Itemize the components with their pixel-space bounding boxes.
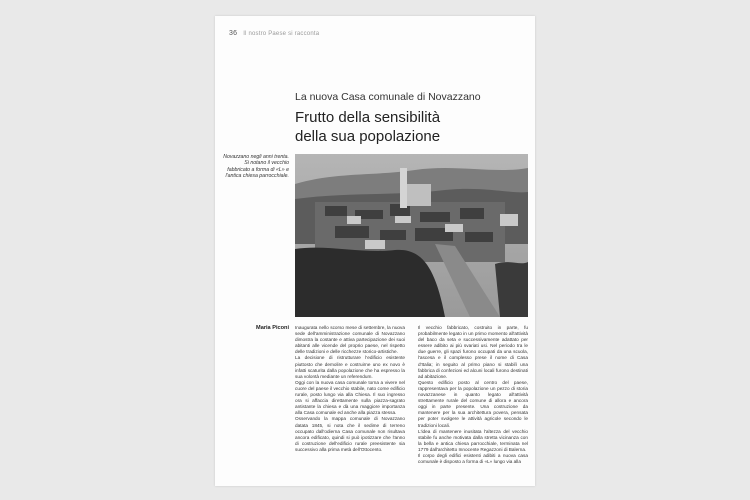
title-line-2: della sua popolazione [295,128,441,145]
paragraph: Osservando la mappa comunale di Novazzano datata 1845, si nota che il sedime di terreno occupato dall'odierna Casa comunale non risultava ancora edificato, quindi si può ipotizzare che l'anno di costruzione dell'edificio rurale preesistente sia successivo alla prima metà dell'Ottocento. [295,416,405,452]
church-nave [407,184,431,206]
article-kicker: La nuova Casa comunale di Novazzano [295,91,481,103]
historic-village-photo [295,154,528,317]
magazine-page [215,16,535,486]
paragraph: Inaugurata nello scorso mese di settembre, la nuova sede dell'amministrazione comunale di Novazzano dimostra la costante e attiva partecipazione dei suoi abitanti alle vicende del proprio paese, nel rispetto delle tradizioni e delle ricchezze storico-artistiche. [295,325,405,355]
page-number: 36 [229,30,238,37]
paragraph: L'idea di mantenere inusitata l'altezza del vecchio stabile fu anche motivata dalla stretta vicinanza con la bella e antica chiesa parrocchiale, terminata nel 1779 dall'architetto Innocente Regazzoni di Balerna. [418,428,528,452]
text-column-2 [418,325,528,465]
paragraph: Il corpo degli edifici esistenti adibiti a nuova casa comunale è disposto a forma di «L» lungo via alla [418,452,528,465]
article-author: Maria Piconi [256,325,289,331]
paragraph: Oggi con la nuova casa comunale torna a vivere nel cuore del paese il vecchio stabile, nato come edificio rurale, posto lungo via alla Chiesa. Il suo ingresso ora si affaccia direttamente sulla piazza-sagrato antistante la chiesa e dà una maggiore importanza alla Casa comunale ed anche alla piazza stessa. [295,379,405,416]
title-line-1: Frutto della sensibilità [295,109,441,126]
text-column-1 [295,325,405,453]
article-title [295,108,440,146]
paragraph: La decisione di ristrutturare l'edificio esistente piuttosto che demolire e costruirne uno ex novo è infatti scaturita dalla popolazione che ha espresso la sua volontà mediante un referendum. [295,355,405,379]
paragraph: Il vecchio fabbricato, costruito in parte, fu probabilmente legato in un primo momento all'attività del baco da seta e successivamente adattato per essere adibito ai più svariati usi. Nel periodo tra le due guerre, gli spazi furono occupati da una scuola, l'ascesa e il complesso prese il nome di Casa d'Italia; in seguito al primo piano si stabilì una fabbrica di confezioni ed alcuni locali furono destinati ad abitazione. [418,325,528,379]
right-foreground [495,262,528,317]
running-title: Il nostro Paese si racconta [243,31,320,37]
paragraph: Questo edificio posto al centro del paese, rappresentava per la popolazione un pezzo di storia novazzanese in quanto legato all'attività strettamente rurale del comune di allora e ancora oggi in parte presente. Una costruzione da mantenere per la sua architettura povera, pensata per poter svolgere le attività agricole secondo le tradizioni locali. [418,379,528,428]
running-header [229,30,319,37]
church-bell-tower [400,168,407,208]
photo-caption: Novazzano negli anni trenta. Si notano il vecchio fabbricato a forma di «L» e l'antica chiesa parrocchiale. [223,154,289,180]
